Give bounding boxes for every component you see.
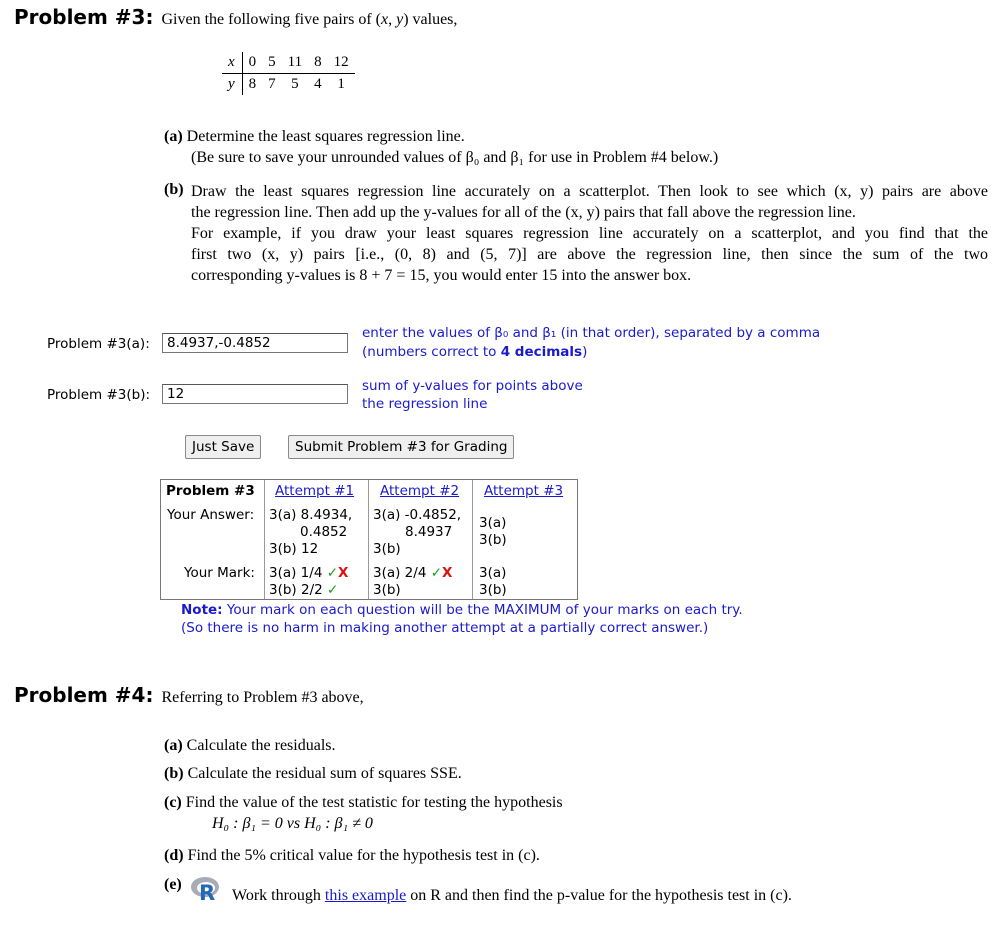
problem-3-heading: Problem #3:: [14, 5, 154, 29]
part-b-line: Draw the least squares regression line accurately on a scatterplot. Then look to see which (x, y) pairs are above: [191, 183, 988, 200]
cross-icon: X: [442, 565, 453, 581]
answer-3b-hint: [362, 377, 583, 413]
p4-part-a: (a) Calculate the residuals.: [164, 737, 336, 754]
attempt-1-link[interactable]: Attempt #1: [275, 483, 355, 499]
y-value: 8: [248, 76, 257, 92]
part-b-line: corresponding y-values is 8 + 7 = 15, you would enter 15 into the answer box.: [191, 267, 692, 284]
x-value: 12: [328, 52, 355, 74]
attempt-2-answer-a-cont: 8.4937: [405, 524, 453, 540]
grading-note: [181, 601, 743, 637]
xy-data-table: [222, 52, 355, 95]
x-value: 5: [262, 52, 282, 74]
your-answer-label: Your Answer:: [167, 507, 255, 523]
part-b-line: For example, if you draw your least squares regression line accurately on a scatterplot, and you find that the: [191, 225, 988, 242]
answer-3a-hint: [362, 324, 820, 362]
answer-3a-hint-line-2: (numbers correct to 4 decimals): [362, 344, 588, 360]
p4-part-c: (c) Find the value of the test statistic for testing the hypothesis: [164, 794, 563, 811]
y-row-label: y: [222, 74, 242, 96]
y-value: 5: [291, 76, 299, 92]
p4-part-d: (d) Find the 5% critical value for the hypothesis test in (c).: [164, 847, 540, 864]
y-value: 4: [314, 76, 322, 92]
attempts-table: [160, 479, 578, 600]
r-logo-letter: R: [199, 881, 216, 903]
x-value: 11: [282, 52, 308, 74]
answer-3a-input[interactable]: [162, 333, 348, 353]
answer-3b-hint-line-1: sum of y-values for points above: [362, 378, 583, 394]
attempt-3-answer-a: 3(a): [479, 515, 507, 531]
attempt-2-link[interactable]: Attempt #2: [380, 483, 460, 499]
part-b-text: [191, 181, 988, 286]
y-value: 7: [268, 76, 276, 92]
just-save-button[interactable]: Just Save: [185, 435, 261, 459]
y-value: 1: [337, 76, 345, 92]
x-row-label: x: [222, 52, 242, 74]
attempts-title: Problem #3: [166, 483, 255, 499]
answer-3a-hint-line-1: enter the values of β₀ and β₁ (in that order), separated by a comma: [362, 325, 821, 341]
answer-3b-hint-line-2: the regression line: [362, 396, 488, 412]
attempt-3-answer-b: 3(b): [479, 532, 507, 548]
your-mark-label: Your Mark:: [184, 565, 255, 581]
part-b-label: (b): [164, 181, 184, 198]
cross-icon: X: [338, 565, 349, 581]
answer-3a-label: Problem #3(a):: [47, 336, 150, 352]
p4-part-e-label: (e): [164, 876, 182, 893]
part-a-line: [164, 128, 465, 146]
problem-4-heading: Problem #4:: [14, 683, 154, 707]
problem-4-intro: Referring to Problem #3 above,: [161, 689, 364, 706]
answer-3b-input[interactable]: [162, 384, 348, 404]
problem-3-intro: Given the following five pairs of (x, y) values,: [161, 11, 458, 28]
check-icon: ✓: [327, 582, 339, 598]
problem-4-header: [14, 683, 364, 707]
check-icon: ✓: [430, 565, 443, 581]
attempt-3-link[interactable]: Attempt #3: [484, 483, 564, 499]
part-a-text: Determine the least squares regression line.: [186, 128, 465, 145]
submit-button[interactable]: Submit Problem #3 for Grading: [288, 435, 514, 459]
attempt-2-mark-a: 3(a) 2/4 ✓X: [373, 565, 453, 581]
answer-3b-label: Problem #3(b):: [47, 387, 151, 403]
hypothesis-statement: H₀ : β₁ = 0 vs H₀ : β₁ ≠ 0: [212, 815, 373, 832]
part-a-label: (a): [164, 128, 183, 145]
grading-note-line-1: Note: Your mark on each question will be the MAXIMUM of your marks on each try.: [181, 602, 743, 618]
attempt-2-answer-a: 3(a) -0.4852,: [373, 507, 462, 523]
attempt-1-answer-a-cont: 0.4852: [300, 524, 348, 540]
this-example-link[interactable]: this example: [324, 887, 407, 904]
attempt-1-answer-b: 3(b) 12: [269, 541, 319, 557]
p4-part-e-text: Work through this example on R and then find the p-value for the hypothesis test in (c).: [232, 887, 792, 904]
attempt-2-mark-b: 3(b): [373, 582, 401, 598]
attempt-1-mark-a: 3(a) 1/4 ✓X: [269, 565, 349, 581]
grading-note-line-2: (So there is no harm in making another attempt at a partially correct answer.): [181, 620, 709, 636]
part-a-note: (Be sure to save your unrounded values of β₀ and β₁ for use in Problem #4 below.): [191, 149, 719, 166]
attempt-1-mark-b: 3(b) 2/2 ✓: [269, 582, 339, 598]
x-value: 8: [308, 52, 328, 74]
r-logo-icon: [190, 875, 224, 903]
p4-part-b: (b) Calculate the residual sum of squares SSE.: [164, 765, 462, 782]
part-b-line: the regression line. Then add up the y-values for all of the (x, y) pairs that fall above the regression line.: [191, 204, 856, 221]
attempt-2-answer-b: 3(b): [373, 541, 401, 557]
attempt-1-answer-a: 3(a) 8.4934,: [269, 507, 353, 523]
check-icon: ✓: [326, 565, 339, 581]
x-value: 0: [242, 52, 262, 74]
attempt-3-mark-b: 3(b): [479, 582, 507, 598]
part-b-line: first two (x, y) pairs [i.e., (0, 8) and (5, 7)] are above the regression line, then since the sum of the two: [191, 246, 988, 263]
attempt-3-mark-a: 3(a): [479, 565, 507, 581]
problem-3-header: [14, 5, 457, 29]
